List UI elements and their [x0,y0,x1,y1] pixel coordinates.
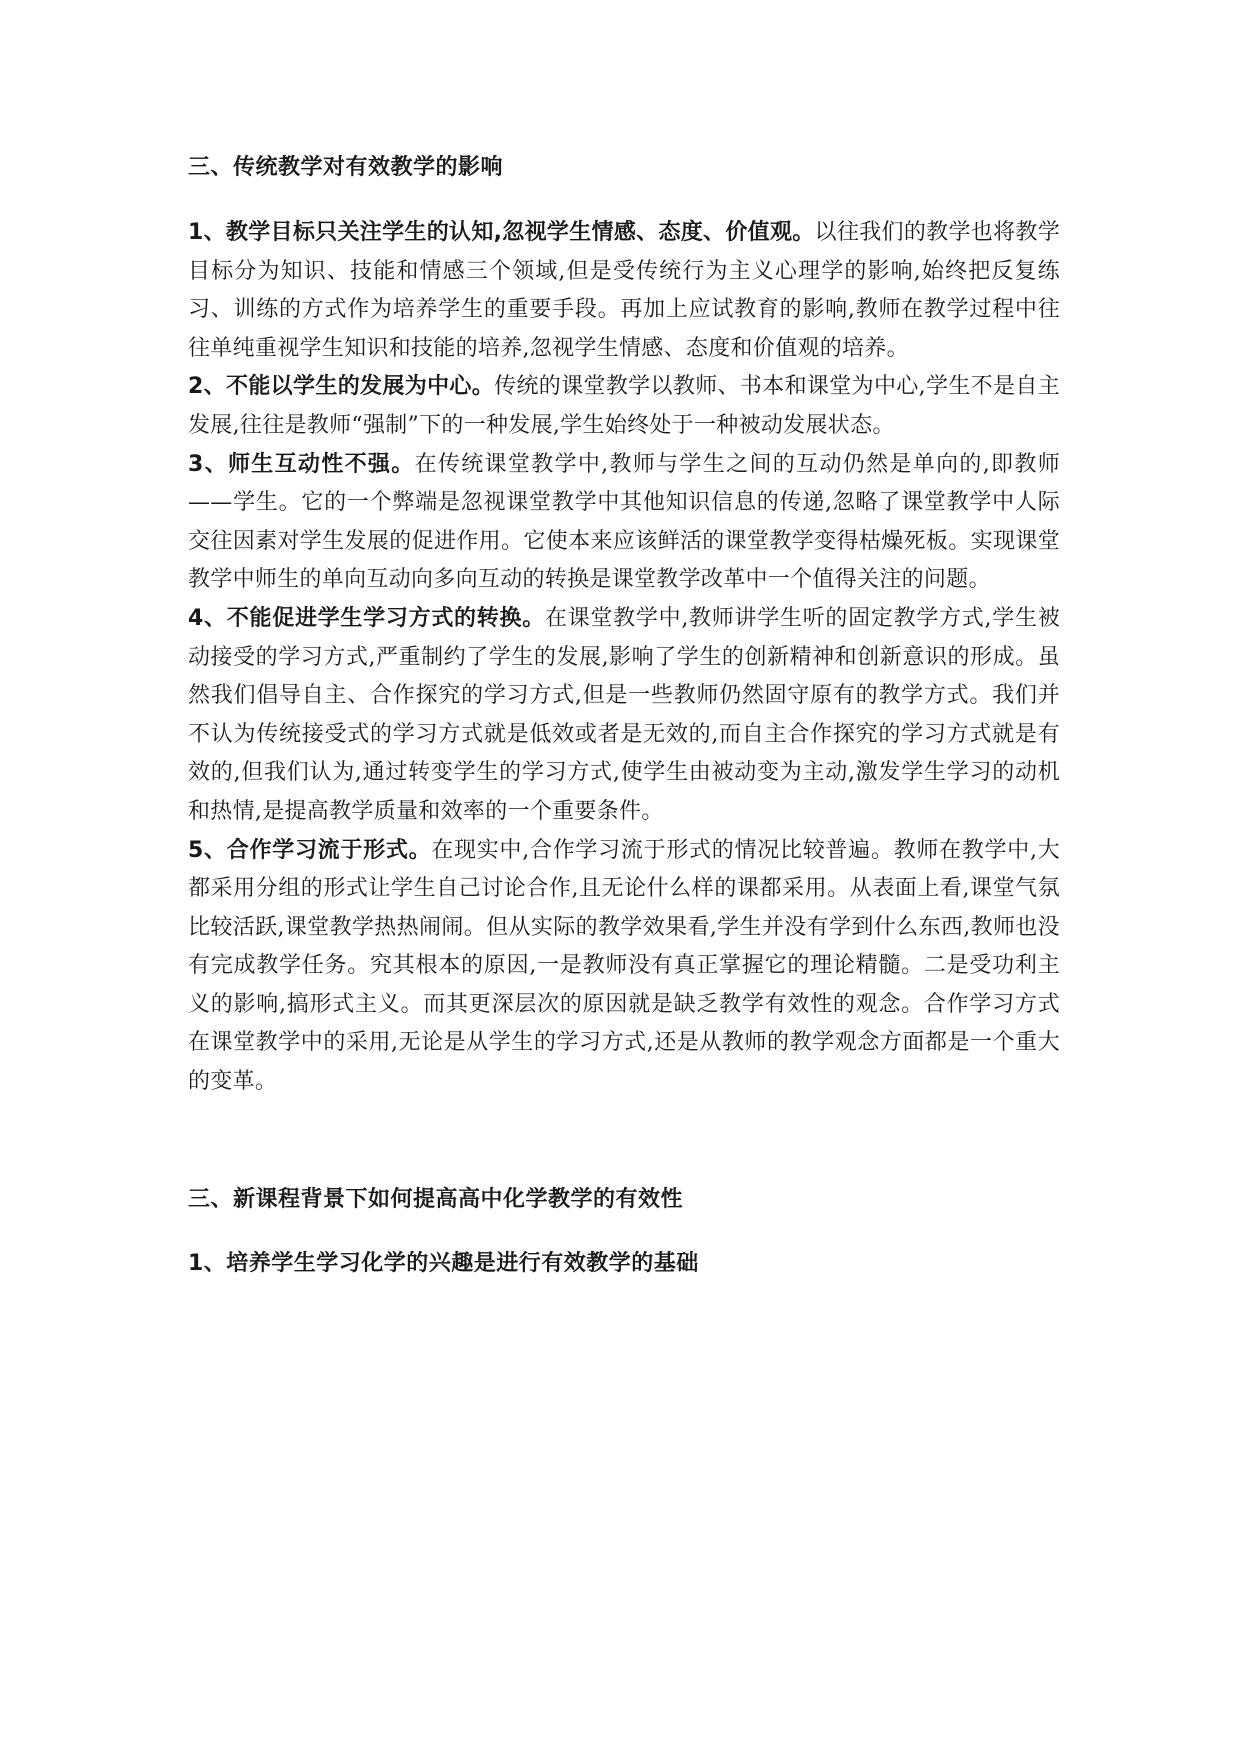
paragraph-item-2 [188,368,1060,445]
item-text: 传统的课堂教学以教师、书本和课堂为中心,学生不是自主发展,往往是教师“强制”下的一种发展,学生始终处于一种被动发展状态。 [188,374,1061,438]
item-text: 在现实中,合作学习流于形式的情况比较普遍。教师在教学中,大都采用分组的形式让学生自己讨论合作,且无论什么样的课都采用。从表面上看,课堂气氛比较活跃,课堂教学热热闹闹。但从实际的教学效果看,学生并没有学到什么东西,教师也没有完成教学任务。究其根本的原因,一是教师没有真正掌握它的理论精髓。二是受功利主义的影响,搞形式主义。而其更深层次的原因就是缺乏教学有效性的观念。合作学习方式在课堂教学中的采用,无论是从学生的学习方式,还是从教师的教学观念方面都是一个重大的变革。 [188,837,1060,1095]
section-spacer [188,1102,1060,1182]
item-text: 以往我们的教学也将教学目标分为知识、技能和情感三个领域,但是受传统行为主义心理学的影响,始终把反复练习、训练的方式作为培养学生的重要手段。再加上应试教育的影响,教师在教学过程中往往单纯重视学生知识和技能的培养,忽视学生情感、态度和价值观的培养。 [188,220,1060,361]
paragraph-item-3 [188,446,1060,600]
item-lead: 1、教学目标只关注学生的认知,忽视学生情感、态度、价值观。 [188,220,815,245]
document-page [188,150,1060,1282]
paragraph-item-4 [188,600,1060,832]
section-heading-2: 三、新课程背景下如何提高高中化学教学的有效性 [188,1186,684,1212]
item-text: 在课堂教学中,教师讲学生听的固定教学方式,学生被动接受的学习方式,严重制约了学生的发展,影响了学生的创新精神和创新意识的形成。虽然我们倡导自主、合作探究的学习方式,但是一些教师仍然固守原有的教学方式。我们并不认为传统接受式的学习方式就是低效或者是无效的,而自主合作探究的学习方式就是有效的,但我们认为,通过转变学生的学习方式,使学生由被动变为主动,激发学生学习的动机和热情,是提高教学质量和效率的一个重要条件。 [188,605,1060,824]
item-lead: 2、不能以学生的发展为中心。 [188,374,495,400]
paragraph-item-1 [188,214,1060,368]
paragraph-item-5 [188,832,1060,1102]
subheading: 1、培养学生学习化学的兴趣是进行有效教学的基础 [188,1250,699,1276]
item-lead: 5、合作学习流于形式。 [188,837,432,863]
item-lead: 4、不能促进学生学习方式的转换。 [188,605,545,631]
section-heading: 三、传统教学对有效教学的影响 [188,155,504,180]
item-lead: 3、师生互动性不强。 [188,451,415,477]
item-text: 在传统课堂教学中,教师与学生之间的互动仍然是单向的,即教师——学生。它的一个弊端是忽视课堂教学中其他知识信息的传递,忽略了课堂教学中人际交往因素对学生发展的促进作用。它使本来应该鲜活的课堂教学变得枯燥死板。实现课堂教学中师生的单向互动向多向互动的转换是课堂教学改革中一个值得关注的问题。 [188,451,1060,593]
